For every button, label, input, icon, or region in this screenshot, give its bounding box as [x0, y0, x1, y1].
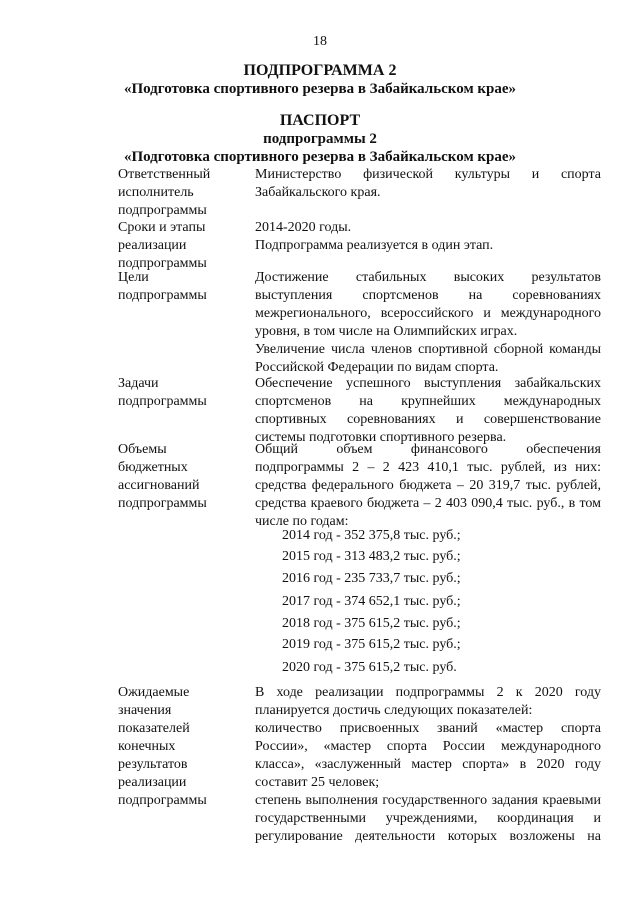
label-line: реализации	[118, 238, 187, 253]
label-line: подпрограммы	[118, 288, 207, 303]
budget-year-2018: 2018 год - 375 615,2 тыс. руб.;	[282, 616, 461, 631]
subprogram-title: ПОДПРОГРАММА 2	[243, 62, 397, 79]
text-line: Достижение стабильных высоких результатов	[255, 270, 601, 285]
text-line: Министерство физической культуры и спорта	[255, 167, 601, 182]
label-line: результатов	[118, 757, 188, 772]
text-line: Увеличение числа членов спортивной сборной команды	[255, 342, 601, 357]
label-line: Объемы	[118, 442, 167, 457]
text-line: подпрограммы 2 – 2 423 410,1 тыс. рублей, из них:	[255, 460, 601, 475]
label-line: Ответственный	[118, 167, 211, 182]
budget-year-2016: 2016 год - 235 733,7 тыс. руб.;	[282, 571, 461, 586]
text-line: числе по годам:	[255, 514, 349, 529]
label-line: Задачи	[118, 376, 159, 391]
label-line: реализации	[118, 775, 187, 790]
text-terms	[255, 219, 601, 255]
label-tasks	[118, 375, 238, 411]
label-line: подпрограммы	[118, 496, 207, 511]
passport-subtitle: подпрограммы 2	[263, 131, 377, 147]
label-line: подпрограммы	[118, 256, 207, 271]
text-line: класса», «заслуженный мастер спорта» в 2020 году	[255, 757, 601, 772]
label-line: показателей	[118, 721, 190, 736]
label-line: подпрограммы	[118, 394, 207, 409]
text-line: 2014-2020 годы.	[255, 220, 352, 235]
text-line: межрегионального, всероссийского и международного	[255, 306, 601, 321]
text-line: Обеспечение успешного выступления забайкальских	[255, 376, 601, 391]
text-line: составит 25 человек;	[255, 775, 380, 790]
label-line: подпрограммы	[118, 203, 207, 218]
text-line: Забайкальского края.	[255, 185, 381, 200]
text-line: уровня, в том числе на Олимпийских играх.	[255, 324, 518, 339]
passport-title: ПАСПОРТ	[279, 112, 361, 129]
page-number: 18	[313, 34, 327, 49]
label-line: Сроки и этапы	[118, 220, 206, 235]
label-line: бюджетных	[118, 460, 188, 475]
label-terms	[118, 219, 238, 273]
subprogram-subtitle: «Подготовка спортивного резерва в Забайкальском крае»	[123, 81, 517, 97]
label-line: ассигнований	[118, 478, 200, 493]
text-line: количество присвоенных званий «мастер спорта	[255, 721, 601, 736]
text-line: системы подготовки спортивного резерва.	[255, 430, 507, 445]
text-line: выступления спортсменов на соревнованиях	[255, 288, 601, 303]
label-line: подпрограммы	[118, 793, 207, 808]
text-goals	[255, 269, 601, 377]
text-line: В ходе реализации подпрограммы 2 к 2020 году	[255, 685, 601, 700]
text-budget	[255, 441, 601, 531]
text-line: средства краевого бюджета – 2 403 090,4 тыс. руб., в том	[255, 496, 601, 511]
label-line: исполнитель	[118, 185, 194, 200]
budget-year-2014: 2014 год - 352 375,8 тыс. руб.;	[282, 528, 461, 543]
text-line: планируется достичь следующих показателей:	[255, 703, 533, 718]
text-line: Российской Федерации по видам спорта.	[255, 360, 499, 375]
label-line: конечных	[118, 739, 176, 754]
budget-year-2015: 2015 год - 313 483,2 тыс. руб.;	[282, 549, 461, 564]
label-budget	[118, 441, 238, 513]
text-line: спортсменов на крупнейших международных	[255, 394, 601, 409]
budget-year-2020: 2020 год - 375 615,2 тыс. руб.	[282, 660, 457, 675]
text-line: спортивных соревнованиях и совершенствование	[255, 412, 601, 427]
budget-year-2019: 2019 год - 375 615,2 тыс. руб.;	[282, 637, 461, 652]
text-line: Подпрограмма реализуется в один этап.	[255, 238, 494, 253]
label-line: Цели	[118, 270, 149, 285]
label-expected	[118, 684, 238, 810]
text-expected	[255, 684, 601, 846]
text-line: государственными учреждениями, координация и	[255, 811, 601, 826]
label-line: значения	[118, 703, 172, 718]
label-goals	[118, 269, 238, 305]
label-responsible	[118, 166, 238, 220]
budget-year-2017: 2017 год - 374 652,1 тыс. руб.;	[282, 594, 461, 609]
passport-program-name: «Подготовка спортивного резерва в Забайкальском крае»	[123, 149, 517, 165]
text-tasks	[255, 375, 601, 447]
label-line: Ожидаемые	[118, 685, 190, 700]
text-line: степень выполнения государственного задания краевыми	[255, 793, 601, 808]
text-line: средства федерального бюджета – 20 319,7 тыс. рублей,	[255, 478, 601, 493]
text-line: регулирование деятельности которых возложены на	[255, 829, 601, 844]
text-line: Общий объем финансового обеспечения	[255, 442, 601, 457]
text-responsible	[255, 166, 601, 202]
text-line: России», «мастер спорта России международного	[255, 739, 601, 754]
